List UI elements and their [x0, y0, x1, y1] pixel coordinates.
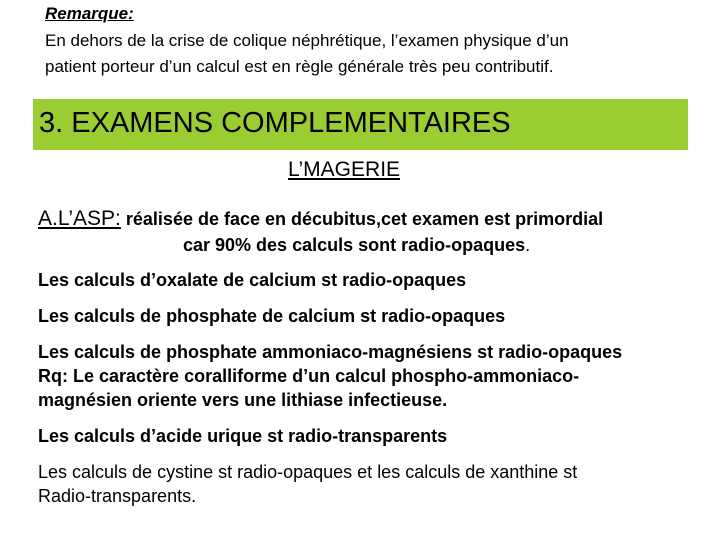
remark-title: Remarque: — [45, 4, 134, 23]
section-title: 3. EXAMENS COMPLEMENTAIRES — [39, 107, 511, 139]
list-item-phosphate-calcium: Les calculs de phosphate de calcium st radio-opaques — [38, 306, 506, 326]
section-subtitle: L’MAGERIE — [288, 158, 401, 181]
asp-row — [38, 207, 603, 231]
note-line-1: Rq: Le caractère coralliforme d’un calcul phospho-ammoniaco- — [38, 366, 580, 386]
list-item-uric-acid: Les calculs d’acide urique st radio-transparents — [38, 426, 448, 446]
asp-label: A.L’ASP: — [38, 207, 121, 230]
remark-line-2: patient porteur d’un calcul est en règle générale très peu contributif. — [45, 57, 554, 76]
asp-continuation-line — [183, 235, 530, 256]
asp-description: réalisée de face en décubitus,cet examen est primordial — [125, 209, 604, 229]
list-item-cystine-line-2: Radio-transparents. — [38, 486, 197, 506]
list-item-oxalate: Les calculs d’oxalate de calcium st radio-opaques — [38, 270, 467, 290]
asp-continuation-end: . — [525, 235, 531, 255]
list-item-phosphate-ammoniaco: Les calculs de phosphate ammoniaco-magnésiens st radio-opaques — [38, 342, 623, 362]
asp-continuation: car 90% des calculs sont radio-opaques — [183, 235, 526, 255]
remark-line-1: En dehors de la crise de colique néphrétique, l’examen physique d’un — [45, 31, 569, 50]
section-banner — [33, 99, 688, 150]
list-item-cystine-line-1: Les calculs de cystine st radio-opaques et les calculs de xanthine st — [38, 462, 578, 482]
note-line-2: magnésien oriente vers une lithiase infectieuse. — [38, 390, 448, 410]
